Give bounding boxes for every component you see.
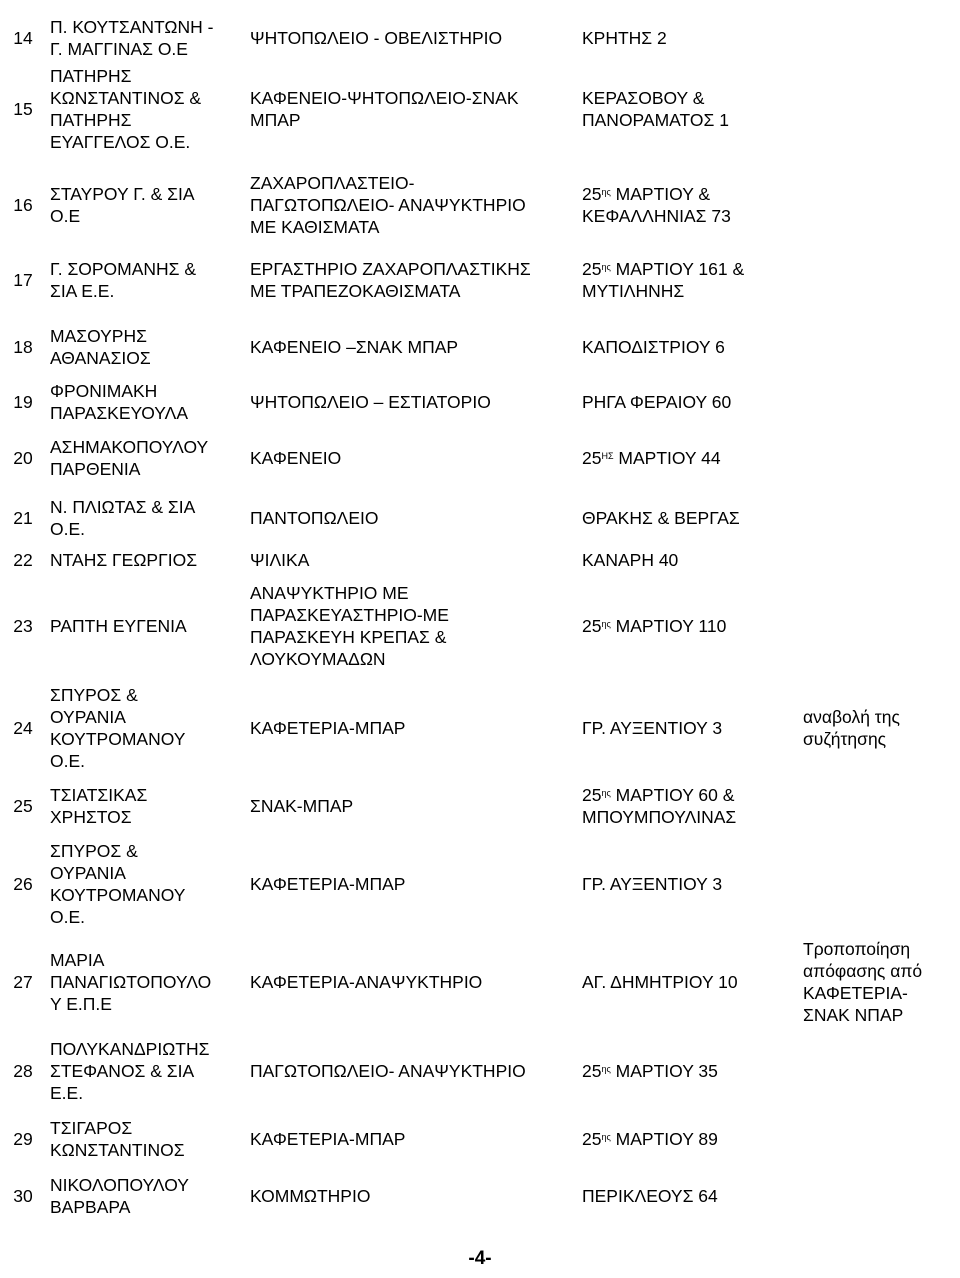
addr-line: ΑΓ. ΔΗΜΗΤΡΙΟΥ 10 xyxy=(582,972,738,992)
cell-addr xyxy=(582,1128,792,1150)
cell-biz xyxy=(250,549,580,571)
biz-line: ΜΕ ΚΑΘΙΣΜΑΤΑ xyxy=(250,217,380,237)
name-line: ΑΣΗΜΑΚΟΠΟΥΛΟΥ xyxy=(50,437,209,457)
cell-name xyxy=(50,1038,246,1104)
biz-line: ΚΑΦΕΝΕΙΟ –ΣΝΑΚ ΜΠΑΡ xyxy=(250,337,459,357)
biz-line: ΚΑΦΕΤΕΡΙΑ-ΜΠΑΡ xyxy=(250,874,406,894)
biz-line: ΚΑΦΕΤΕΡΙΑ-ΜΠΑΡ xyxy=(250,1129,406,1149)
biz-line: ΨΗΤΟΠΩΛΕΙΟ - ΟΒΕΛΙΣΤΗΡΙΟ xyxy=(250,28,503,48)
cell-num: 26 xyxy=(13,874,33,894)
ordinal-superscript: ΗΣ xyxy=(601,451,614,461)
note-line: Τροποποίηση xyxy=(803,939,911,959)
name-line: ΠΑΤΗΡΗΣ xyxy=(50,110,132,130)
cell-num: 17 xyxy=(13,270,33,290)
cell-biz xyxy=(250,172,580,238)
cell-biz xyxy=(250,1060,580,1082)
cell-biz xyxy=(250,1185,580,1207)
table-row xyxy=(0,250,960,310)
biz-line: ΑΝΑΨΥΚΤΗΡΙΟ ΜΕ xyxy=(250,583,409,603)
addr-line: ΜΥΤΙΛΗΝΗΣ xyxy=(582,281,685,301)
name-line: ΝΤΑΗΣ ΓΕΩΡΓΙΟΣ xyxy=(50,550,198,570)
cell-name xyxy=(50,496,246,540)
cell-biz xyxy=(250,873,580,895)
biz-line: ΜΕ ΤΡΑΠΕΖΟΚΑΘΙΣΜΑΤΑ xyxy=(250,281,461,301)
cell-num: 19 xyxy=(13,392,33,412)
name-line: ΠΑΡΑΣΚΕΥΟΥΛΑ xyxy=(50,403,188,423)
cell-biz xyxy=(250,795,580,817)
name-line: Ο.Ε. xyxy=(50,519,86,539)
table-row xyxy=(0,488,960,548)
table-row xyxy=(0,780,960,832)
addr-line: $25^{\eta\varsigma}$ ΜΑΡΤΙΟΥ 35 xyxy=(582,1061,718,1081)
cell-addr xyxy=(582,507,792,529)
name-line: ΦΡΟΝΙΜΑΚΗ xyxy=(50,381,158,401)
table-row xyxy=(0,576,960,676)
addr-line: $25^{H\Sigma}$ ΜΑΡΤΙΟΥ 44 xyxy=(582,448,721,468)
biz-line: ΜΠΑΡ xyxy=(250,110,301,130)
cell-biz xyxy=(250,447,580,469)
biz-line: ΚΟΜΜΩΤΗΡΙΟ xyxy=(250,1186,371,1206)
table-row xyxy=(0,934,960,1030)
cell-biz xyxy=(250,1128,580,1150)
name-line: Ο.Ε xyxy=(50,206,81,226)
name-line: ΤΣΙΓΑΡΟΣ xyxy=(50,1118,133,1138)
cell-addr xyxy=(582,447,792,469)
ordinal-superscript: ης xyxy=(601,262,611,272)
biz-line: ΠΑΡΑΣΚΕΥΑΣΤΗΡΙΟ-ΜΕ xyxy=(250,605,449,625)
biz-line: ΠΑΡΑΣΚΕΥΗ ΚΡΕΠΑΣ & xyxy=(250,627,447,647)
name-line: ΑΘΑΝΑΣΙΟΣ xyxy=(50,348,151,368)
table-row xyxy=(0,167,960,243)
note-line: ΣΝΑΚ ΝΠΑΡ xyxy=(803,1005,904,1025)
cell-name xyxy=(50,258,246,302)
cell-name xyxy=(50,16,246,60)
name-line: ΒΑΡΒΑΡΑ xyxy=(50,1197,131,1217)
name-line: ΜΑΣΟΥΡΗΣ xyxy=(50,326,147,346)
addr-line: ΚΡΗΤΗΣ 2 xyxy=(582,28,667,48)
addr-line: ΓΡ. ΑΥΞΕΝΤΙΟΥ 3 xyxy=(582,718,723,738)
table-row xyxy=(0,676,960,780)
cell-num: 14 xyxy=(13,28,33,48)
biz-line: ΠΑΝΤΟΠΩΛΕΙΟ xyxy=(250,508,379,528)
name-line: ΚΩΝΣΤΑΝΤΙΝΟΣ xyxy=(50,1140,185,1160)
cell-note xyxy=(803,938,959,1026)
biz-line: ΨΗΤΟΠΩΛΕΙΟ – ΕΣΤΙΑΤΟΡΙΟ xyxy=(250,392,491,412)
cell-biz xyxy=(250,507,580,529)
cell-name xyxy=(50,784,246,828)
biz-line: ΛΟΥΚΟΥΜΑΔΩΝ xyxy=(250,649,386,669)
cell-addr xyxy=(582,87,792,131)
cell-addr xyxy=(582,27,792,49)
cell-name xyxy=(50,325,246,369)
cell-name xyxy=(50,684,246,772)
cell-addr xyxy=(582,615,792,637)
cell-num: 23 xyxy=(13,616,33,636)
name-line: ΣΤΑΥΡΟΥ Γ. & ΣΙΑ xyxy=(50,184,195,204)
cell-num: 15 xyxy=(13,99,33,119)
cell-num: 20 xyxy=(13,448,33,468)
cell-addr xyxy=(582,183,792,227)
cell-num: 29 xyxy=(13,1129,33,1149)
cell-name xyxy=(50,1174,246,1218)
note-line: απόφασης από xyxy=(803,961,923,981)
cell-addr xyxy=(582,1060,792,1082)
addr-line: $25^{\eta\varsigma}$ ΜΑΡΤΙΟΥ 60 & xyxy=(582,785,735,805)
addr-line: ΓΡ. ΑΥΞΕΝΤΙΟΥ 3 xyxy=(582,874,723,894)
name-line: Π. ΚΟΥΤΣΑΝΤΩΝΗ - xyxy=(50,17,214,37)
cell-name xyxy=(50,183,246,227)
ordinal-superscript: ης xyxy=(601,619,611,629)
name-line: ΠΑΝΑΓΙΩΤΟΠΟΥΛΟ xyxy=(50,972,212,992)
name-line: ΠΑΡΘΕΝΙΑ xyxy=(50,459,141,479)
name-line: ΤΣΙΑΤΣΙΚΑΣ xyxy=(50,785,148,805)
name-line: ΚΟΥΤΡΟΜΑΝΟΥ xyxy=(50,729,186,749)
note-line: αναβολή της xyxy=(803,707,900,727)
name-line: ΕΥΑΓΓΕΛΟΣ Ο.Ε. xyxy=(50,132,191,152)
table-row xyxy=(0,432,960,484)
name-line: ΣΠΥΡΟΣ & xyxy=(50,841,138,861)
note-line: ΚΑΦΕΤΕΡΙΑ- xyxy=(803,983,908,1003)
table-row xyxy=(0,1110,960,1168)
addr-line: ΘΡΑΚΗΣ & ΒΕΡΓΑΣ xyxy=(582,508,740,528)
addr-line: $25^{\eta\varsigma}$ ΜΑΡΤΙΟΥ 89 xyxy=(582,1129,718,1149)
biz-line: ΚΑΦΕΤΕΡΙΑ-ΜΠΑΡ xyxy=(250,718,406,738)
name-line: Ο.Ε. xyxy=(50,751,86,771)
name-line: Ο.Ε. xyxy=(50,907,86,927)
cell-biz xyxy=(250,336,580,358)
addr-line: ΡΗΓΑ ΦΕΡΑΙΟΥ 60 xyxy=(582,392,732,412)
cell-name xyxy=(50,949,246,1015)
cell-num: 22 xyxy=(13,550,33,570)
cell-addr xyxy=(582,258,792,302)
cell-num: 28 xyxy=(13,1061,33,1081)
name-line: ΚΩΝΣΤΑΝΤΙΝΟΣ & xyxy=(50,88,202,108)
biz-line: ΚΑΦΕΝΕΙΟ-ΨΗΤΟΠΩΛΕΙΟ-ΣΝΑΚ xyxy=(250,88,519,108)
table-row xyxy=(0,1168,960,1224)
ordinal-superscript: ης xyxy=(601,1132,611,1142)
table-row xyxy=(0,322,960,372)
biz-line: ΕΡΓΑΣΤΗΡΙΟ ΖΑΧΑΡΟΠΛΑΣΤΙΚΗΣ xyxy=(250,259,531,279)
addr-line: ΚΑΝΑΡΗ 40 xyxy=(582,550,679,570)
name-line: ΧΡΗΣΤΟΣ xyxy=(50,807,132,827)
name-line: ΟΥΡΑΝΙΑ xyxy=(50,707,126,727)
cell-biz xyxy=(250,27,580,49)
cell-addr xyxy=(582,873,792,895)
addr-line: ΠΕΡΙΚΛΕΟΥΣ 64 xyxy=(582,1186,718,1206)
addr-line: ΚΑΠΟΔΙΣΤΡΙΟΥ 6 xyxy=(582,337,725,357)
biz-line: ΨΙΛΙΚΑ xyxy=(250,550,310,570)
cell-biz xyxy=(250,87,580,131)
cell-num: 18 xyxy=(13,337,33,357)
addr-line: $25^{\eta\varsigma}$ ΜΑΡΤΙΟΥ 110 xyxy=(582,616,727,636)
name-line: Ν. ΠΛΙΩΤΑΣ & ΣΙΑ xyxy=(50,497,196,517)
cell-addr xyxy=(582,971,792,993)
table-row xyxy=(0,834,960,934)
name-line: ΚΟΥΤΡΟΜΑΝΟΥ xyxy=(50,885,186,905)
cell-addr xyxy=(582,717,792,739)
name-line: ΣΤΕΦΑΝΟΣ & ΣΙΑ xyxy=(50,1061,195,1081)
name-line: ΡΑΠΤΗ ΕΥΓΕΝΙΑ xyxy=(50,616,187,636)
addr-line: ΜΠΟΥΜΠΟΥΛΙΝΑΣ xyxy=(582,807,737,827)
table-row xyxy=(0,62,960,156)
cell-name xyxy=(50,1117,246,1161)
name-line: ΣΙΑ Ε.Ε. xyxy=(50,281,115,301)
addr-line: ΚΕΡΑΣΟΒΟΥ & xyxy=(582,88,705,108)
cell-addr xyxy=(582,784,792,828)
name-line: Γ. ΜΑΓΓΙΝΑΣ Ο.Ε xyxy=(50,39,188,59)
table-row xyxy=(0,1032,960,1110)
cell-num: 25 xyxy=(13,796,33,816)
note-line: συζήτησης xyxy=(803,729,887,749)
addr-line: $25^{\eta\varsigma}$ ΜΑΡΤΙΟΥ & xyxy=(582,184,711,204)
addr-line: ΠΑΝΟΡΑΜΑΤΟΣ 1 xyxy=(582,110,729,130)
name-line: Γ. ΣΟΡΟΜΑΝΗΣ & xyxy=(50,259,197,279)
cell-addr xyxy=(582,549,792,571)
biz-line: ΚΑΦΕΝΕΙΟ xyxy=(250,448,342,468)
name-line: ΠΑΤΗΡΗΣ xyxy=(50,66,132,86)
cell-name xyxy=(50,549,246,571)
cell-name xyxy=(50,840,246,928)
cell-num: 27 xyxy=(13,972,33,992)
name-line: ΠΟΛΥΚΑΝΔΡΙΩΤΗΣ xyxy=(50,1039,210,1059)
cell-biz xyxy=(250,258,580,302)
biz-line: ΚΑΦΕΤΕΡΙΑ-ΑΝΑΨΥΚΤΗΡΙΟ xyxy=(250,972,483,992)
cell-note xyxy=(803,706,959,750)
cell-name xyxy=(50,615,246,637)
name-line: Υ Ε.Π.Ε xyxy=(50,994,112,1014)
name-line: ΣΠΥΡΟΣ & xyxy=(50,685,138,705)
cell-biz xyxy=(250,971,580,993)
table-row xyxy=(0,546,960,574)
name-line: ΟΥΡΑΝΙΑ xyxy=(50,863,126,883)
cell-num: 24 xyxy=(13,718,33,738)
cell-biz xyxy=(250,582,580,670)
biz-line: ΠΑΓΩΤΟΠΩΛΕΙΟ- ΑΝΑΨΥΚΤΗΡΙΟ xyxy=(250,195,526,215)
name-line: ΝΙΚΟΛΟΠΟΥΛΟΥ xyxy=(50,1175,189,1195)
cell-num: 16 xyxy=(13,195,33,215)
cell-name xyxy=(50,65,246,153)
biz-line: ΣΝΑΚ-ΜΠΑΡ xyxy=(250,796,354,816)
cell-num: 30 xyxy=(13,1186,33,1206)
biz-line: ΠΑΓΩΤΟΠΩΛΕΙΟ- ΑΝΑΨΥΚΤΗΡΙΟ xyxy=(250,1061,526,1081)
cell-addr xyxy=(582,336,792,358)
cell-addr xyxy=(582,1185,792,1207)
ordinal-superscript: ης xyxy=(601,788,611,798)
cell-biz xyxy=(250,391,580,413)
table-row xyxy=(0,377,960,427)
cell-biz xyxy=(250,717,580,739)
cell-name xyxy=(50,436,246,480)
cell-name xyxy=(50,380,246,424)
addr-line: ΚΕΦΑΛΛΗΝΙΑΣ 73 xyxy=(582,206,731,226)
cell-num: 21 xyxy=(13,508,33,528)
table-row xyxy=(0,16,960,60)
name-line: Ε.Ε. xyxy=(50,1083,84,1103)
page-number: -4- xyxy=(468,1248,492,1269)
ordinal-superscript: ης xyxy=(601,1064,611,1074)
ordinal-superscript: ης xyxy=(601,187,611,197)
biz-line: ΖΑΧΑΡΟΠΛΑΣΤΕΙΟ- xyxy=(250,173,415,193)
addr-line: $25^{\eta\varsigma}$ ΜΑΡΤΙΟΥ 161 & xyxy=(582,259,745,279)
cell-addr xyxy=(582,391,792,413)
name-line: ΜΑΡΙΑ xyxy=(50,950,105,970)
